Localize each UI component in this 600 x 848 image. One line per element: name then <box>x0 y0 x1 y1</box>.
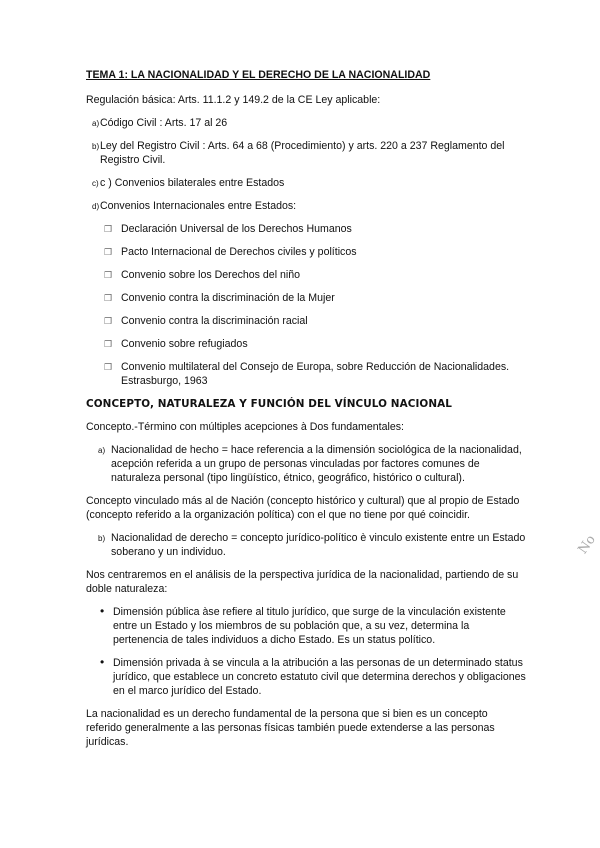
margin-watermark: No <box>575 532 599 557</box>
dimension-text: Dimensión pública àse refiere al titulo jurídico, que surge de la vinculación existente entre un Estado y los miembros de su población que, a su vez, determina la pertenencia de tales individuos a dicho Estado. Es un status político. <box>113 606 506 646</box>
list-marker: a) <box>92 119 100 128</box>
convenio-text: Pacto Internacional de Derechos civiles y políticos <box>121 246 357 258</box>
convenio-text: Declaración Universal de los Derechos Humanos <box>121 223 352 235</box>
list-marker: b) <box>92 142 100 151</box>
nacionalidad-derecho-item <box>86 531 526 559</box>
checkbox-bullet-icon: ❒ <box>104 270 113 280</box>
document-page <box>86 68 526 758</box>
checkbox-bullet-icon: ❒ <box>104 316 113 326</box>
convenio-item <box>86 314 526 328</box>
checkbox-bullet-icon: ❒ <box>104 293 113 303</box>
convenio-item <box>86 291 526 305</box>
convenio-item <box>86 245 526 259</box>
final-paragraph: La nacionalidad es un derecho fundamental de la persona que si bien es un concepto referido generalmente a las personas físicas también puede extenderse a las personas jurídicas. <box>86 708 495 748</box>
convenio-text: Convenio sobre los Derechos del niño <box>121 269 301 281</box>
list-marker: b) <box>98 534 106 543</box>
list-item-b <box>86 139 526 167</box>
convenio-item <box>86 337 526 351</box>
list-item-text: Ley del Registro Civil : Arts. 64 a 68 (Procedimiento) y arts. 220 a 237 Reglamento del Registro Civil. <box>100 140 505 166</box>
list-marker: c) <box>92 179 99 188</box>
convenio-item <box>86 222 526 236</box>
list-item-text: Código Civil : Arts. 17 al 26 <box>100 117 228 129</box>
document-title: TEMA 1: LA NACIONALIDAD Y EL DERECHO DE LA NACIONALIDAD <box>86 69 431 81</box>
convenio-item <box>86 360 526 388</box>
list-item-c <box>86 176 526 190</box>
convenio-item <box>86 268 526 282</box>
dimension-item <box>86 656 526 698</box>
bullet-icon: • <box>100 655 105 669</box>
list-item-text: Nacionalidad de hecho = hace referencia a la dimensión sociológica de la nacionalidad, acepción referida a un grupo de personas vinculadas por factores comunes de naturaleza personal (tipo lingüístico, étnico, geográfico, histórico o cultural). <box>111 444 522 484</box>
list-item-text: Nacionalidad de derecho = concepto jurídico-político è vinculo existente entre un Estado soberano y un individuo. <box>111 532 526 558</box>
list-item-a <box>86 116 526 130</box>
list-item-text: c ) Convenios bilaterales entre Estados <box>100 177 285 189</box>
dimension-text: Dimensión privada à se vincula a la atribución a las personas de un determinado status jurídico, que establece un concreto estatuto civil que determina derechos y obligaciones en el marco jurídico del Estado. <box>113 657 526 697</box>
list-marker: d) <box>92 202 100 211</box>
convenio-text: Convenio contra la discriminación racial <box>121 315 308 327</box>
convenio-text: Convenio sobre refugiados <box>121 338 248 350</box>
nacionalidad-hecho-item <box>86 443 526 485</box>
list-marker: a) <box>98 446 106 455</box>
checkbox-bullet-icon: ❒ <box>104 362 113 372</box>
dimension-item <box>86 605 526 647</box>
centraremos-paragraph: Nos centraremos en el análisis de la perspectiva jurídica de la nacionalidad, partiendo de su doble naturaleza: <box>86 569 519 595</box>
checkbox-bullet-icon: ❒ <box>104 339 113 349</box>
convenio-text: Convenio contra la discriminación de la Mujer <box>121 292 335 304</box>
checkbox-bullet-icon: ❒ <box>104 247 113 257</box>
checkbox-bullet-icon: ❒ <box>104 224 113 234</box>
list-item-d <box>86 199 526 213</box>
regulacion-paragraph: Regulación básica: Arts. 11.1.2 y 149.2 de la CE Ley aplicable: <box>86 94 381 106</box>
concepto-intro: Concepto.-Término con múltiples acepciones à Dos fundamentales: <box>86 421 404 433</box>
concepto-nacion-paragraph: Concepto vinculado más al de Nación (concepto histórico y cultural) que al propio de Estado (concepto referido a la organización política) con el que no tiene por qué coincidir. <box>86 495 520 521</box>
list-item-text: Convenios Internacionales entre Estados: <box>100 200 297 212</box>
bullet-icon: • <box>100 604 105 618</box>
convenio-text: Convenio multilateral del Consejo de Europa, sobre Reducción de Nacionalidades. Estrasburgo, 1963 <box>121 361 510 387</box>
section-heading: CONCEPTO, NATURALEZA Y FUNCIÓN DEL VÍNCULO NACIONAL <box>86 398 453 410</box>
